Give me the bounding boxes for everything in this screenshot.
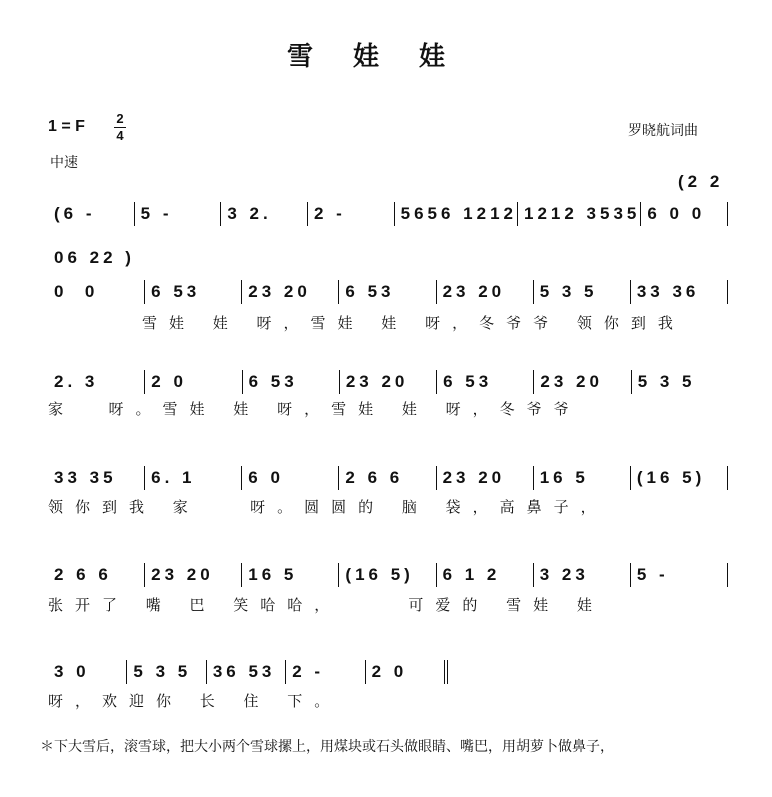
measure: 2 -	[308, 202, 395, 226]
staff-line	[48, 246, 168, 270]
measure: 16 5	[242, 563, 339, 587]
measure: 6 0 0	[641, 202, 728, 226]
measure: (16 5)	[339, 563, 436, 587]
measure: (6 -	[48, 202, 135, 226]
measure: 23 20	[145, 563, 242, 587]
measure: 6. 1	[145, 466, 242, 490]
measure: 1212 3535	[518, 202, 641, 226]
measure: 6 53	[437, 370, 534, 394]
song-title: 雪娃娃	[286, 42, 485, 72]
measure: 06 22 )	[54, 248, 135, 267]
measure: 6 1 2	[437, 563, 534, 587]
lyrics-line: 雪娃 娃 呀，雪娃 娃 呀，冬爷爷 领你到我	[142, 314, 685, 332]
measure: 0 0	[48, 280, 145, 304]
measure: 6 53	[339, 280, 436, 304]
time-signature	[114, 112, 126, 143]
staff-line	[48, 202, 728, 226]
measure: 2 0	[366, 660, 448, 684]
measure: 2 -	[286, 660, 365, 684]
lyrics-line: 领你到我 家 呀。圆圆的 脑 袋，高鼻子，	[48, 498, 608, 516]
measure: 3 0	[48, 660, 127, 684]
measure: 2 0	[145, 370, 242, 394]
measure: 5 3 5	[637, 372, 696, 391]
key-signature: 1 = F	[48, 118, 85, 135]
lyrics-line: 家 呀。雪娃 娃 呀，雪娃 娃 呀，冬爷爷	[48, 400, 581, 418]
staff-line	[48, 660, 448, 684]
measure: 23 20	[534, 370, 631, 394]
measure: 5 -	[135, 202, 222, 226]
measure: 33 35	[48, 466, 145, 490]
meter-top: 2	[116, 111, 124, 126]
measure: 23 20	[437, 466, 534, 490]
measure: 5656 1212	[395, 202, 518, 226]
tempo-marking: 中速	[50, 154, 78, 170]
measure: 2. 3	[48, 370, 145, 394]
staff-line	[48, 370, 728, 394]
measure: 2 6 6	[48, 563, 145, 587]
measure: 6 53	[145, 280, 242, 304]
author-credit: 罗晓航词曲	[628, 122, 698, 138]
measure: 5 3 5	[534, 280, 631, 304]
measure: 3 23	[534, 563, 631, 587]
measure: 3 2.	[221, 202, 308, 226]
pickup-notes: (2 2	[678, 172, 724, 191]
lyrics-line: 呀，欢迎你 长 住 下。	[48, 692, 342, 710]
measure: 36 53	[207, 660, 286, 684]
measure: 6 0	[242, 466, 339, 490]
measure: 23 20	[340, 370, 437, 394]
staff-line	[48, 280, 728, 304]
measure: 5 -	[631, 563, 728, 587]
footnote: ＊下大雪后，滚雪球，把大小两个雪球摞上，用煤块或石头做眼睛、嘴巴，用胡萝卜做鼻子，	[40, 739, 614, 755]
meter-bottom: 4	[116, 128, 124, 143]
measure: 33 36	[631, 280, 728, 304]
measure: 2 6 6	[339, 466, 436, 490]
staff-line	[48, 466, 728, 490]
measure: 23 20	[242, 280, 339, 304]
measure: 5 3 5	[127, 660, 206, 684]
measure: 16 5	[534, 466, 631, 490]
measure: (16 5)	[631, 466, 728, 490]
measure: 6 53	[243, 370, 340, 394]
lyrics-line: 张开了 嘴 巴 笑哈哈， 可爱的 雪娃 娃	[48, 596, 604, 614]
measure: 23 20	[437, 280, 534, 304]
staff-line	[48, 563, 728, 587]
